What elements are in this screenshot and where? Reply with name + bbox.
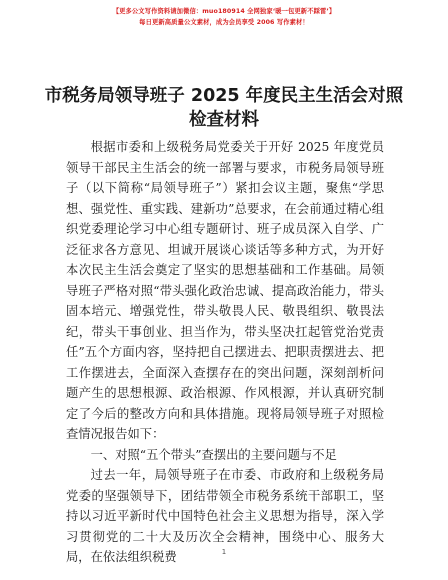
intro-paragraph: 根据市委和上级税务局党委关于开好 2025 年度党员领导干部民主生活会的统一部署与要求，市税务局领导班子（以下简称“局领导班子”）紧扣会议主题，聚焦“学思想、强党性、重实践、建新功”总要求，在会前通过精心组织党委理论学习中心组专题研讨、班子成员深入自学、广泛征求各方意见、坦诚开展谈心谈话等多种方式，为开好本次民主生活会奠定了坚实的思想基础和工作基础。局领导班子严格对照“带头强化政治忠诚、提高政治能力，带头固本培元、增强党性，带头敬畏人民、敬畏组织、敬畏法纪，带头干事创业、担当作为，带头坚决扛起管党治党责任”五个方面内容，坚持把自己摆进去、把职责摆进去、把工作摆进去，全面深入查摆存在的突出问题，深刻剖析问题产生的思想根源、政治根源、作风根源，并认真研究制定了今后的整改方向和具体措施。现将局领导班子对照检查情况报告如下： [66,140,384,441]
section-heading: 一、对照“五个带头”查摆出的主要问题与不足 [90,447,337,462]
document-title: 市税务局领导班子 2025 年度民主生活会对照检查材料 [44,86,404,130]
page-number: 1 [221,548,227,556]
document-body [66,137,384,568]
promo-banner [0,6,448,28]
promo-banner-line-2: 每日更新高质量公文素材，成为会员享受 2006 写作素材！ [139,19,309,26]
section-paragraph: 过去一年，局领导班子在市委、市政府和上级税务局党委的坚强领导下，团结带领全市税务系统干部职工，坚持以习近平新时代中国特色社会主义思想为指导，深入学习贯彻党的二十大及历次全会精神，围绕中心、服务大局，在依法组织税费 [66,468,384,564]
promo-banner-line-1: 【更多公文写作资料请加微信：muo180914 全网独家‘暖一包更新不踩雷’】 [112,8,336,15]
